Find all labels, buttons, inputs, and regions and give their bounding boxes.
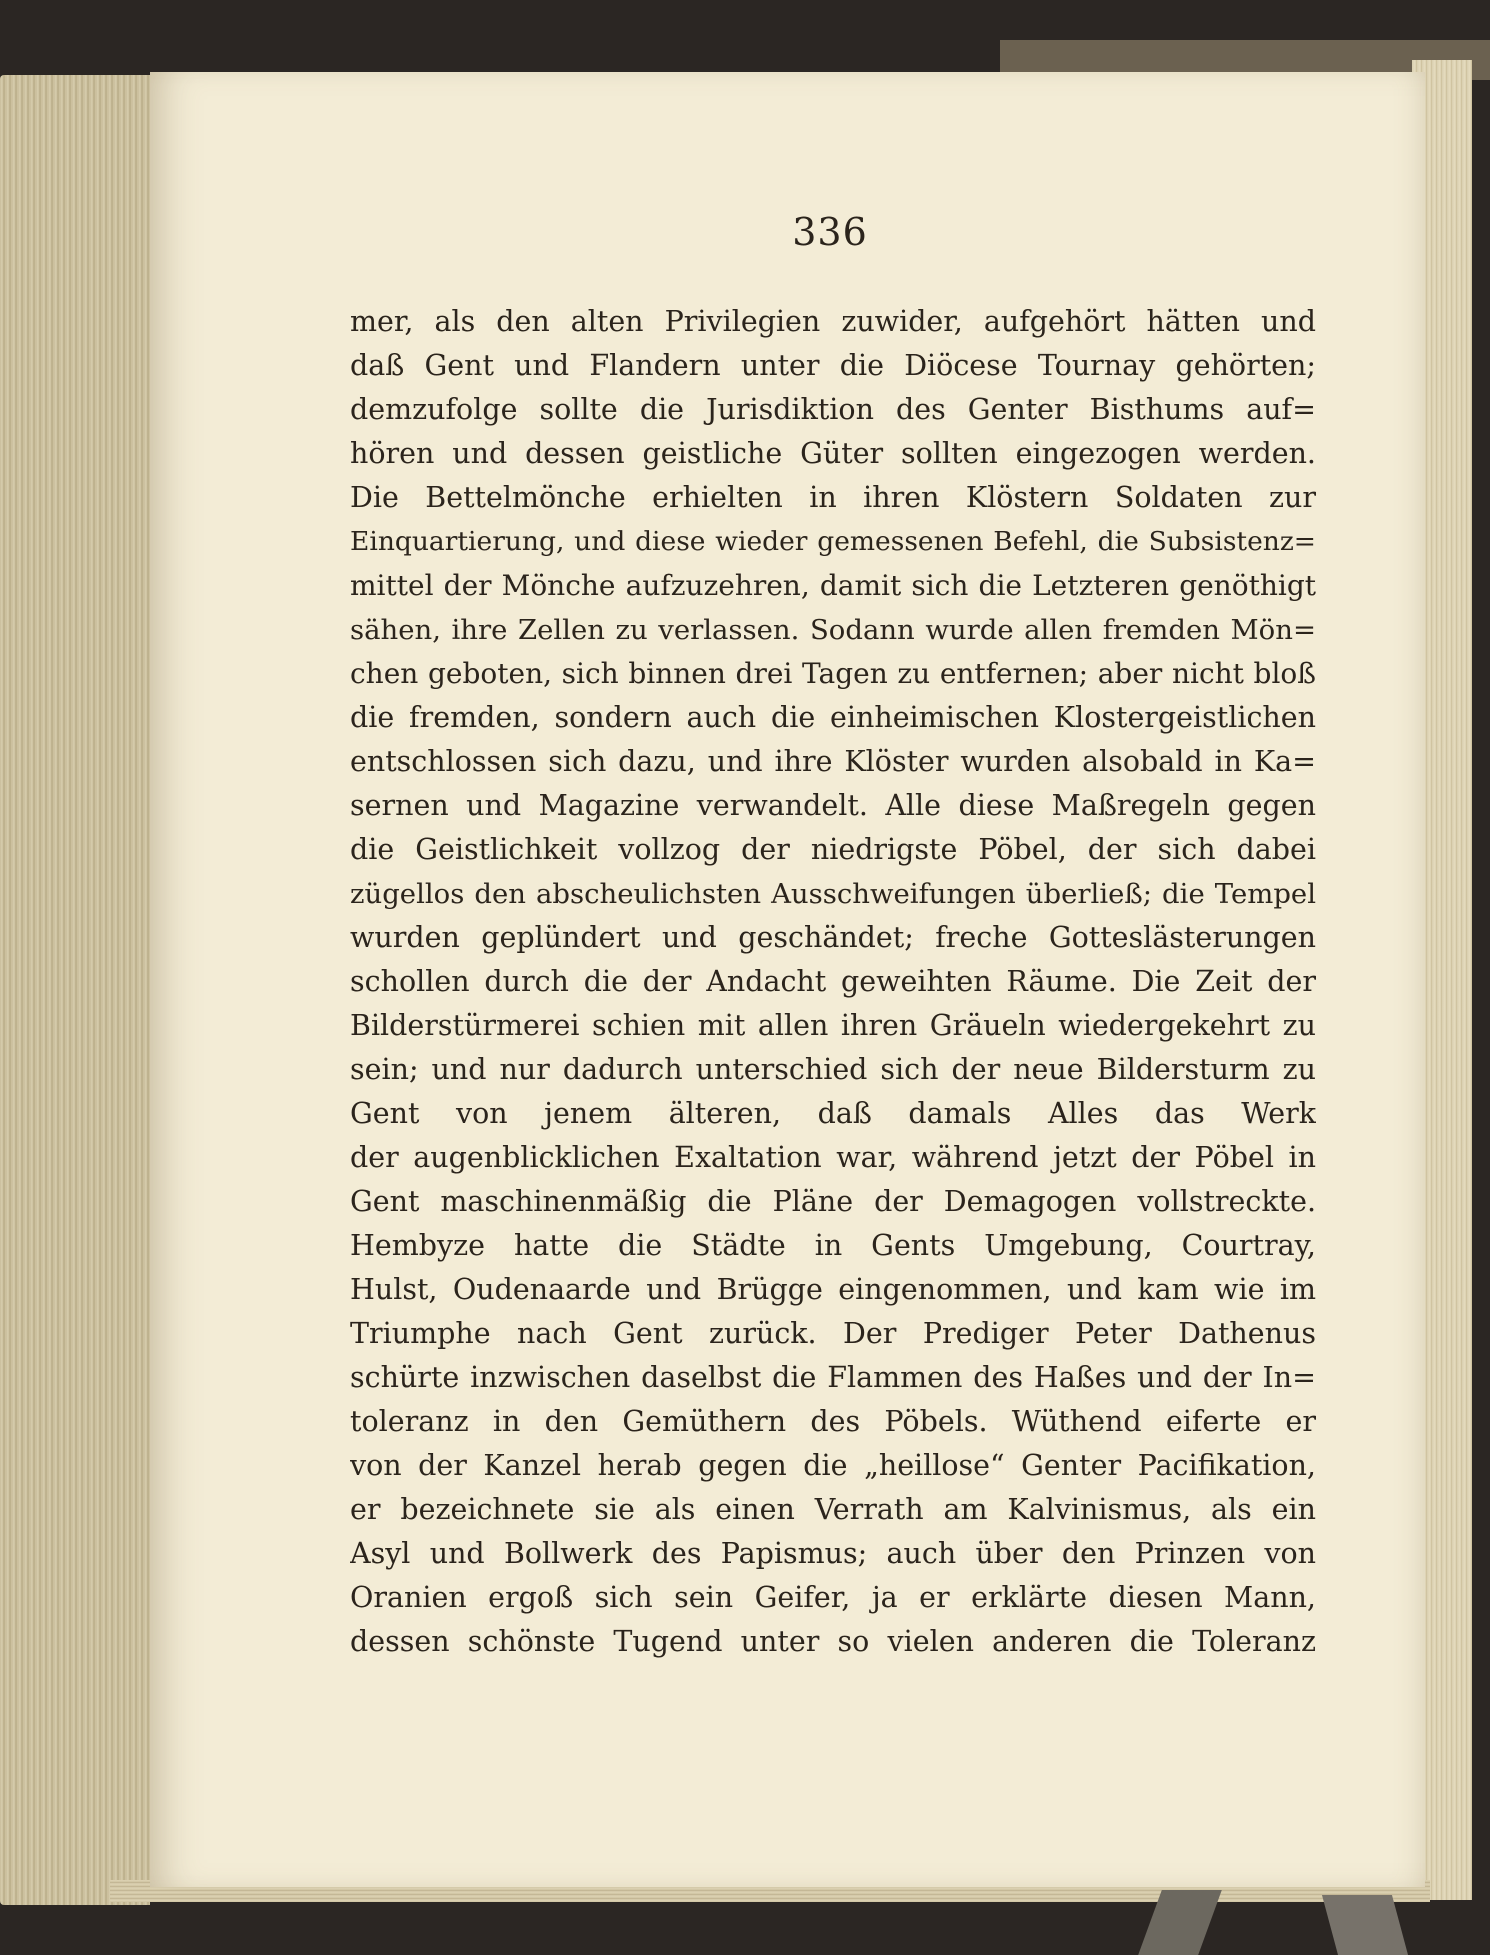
bookmark-ribbon bbox=[1322, 1895, 1408, 1955]
text-line: Gent maschinenmäßig die Pläne der Demagogen vollstreckte. bbox=[350, 1185, 1316, 1218]
text-line: entschlossen sich dazu, und ihre Klöster wurden alsobald in Ka= bbox=[350, 745, 1316, 778]
page-number: 336 bbox=[792, 210, 868, 254]
text-line: zügellos den abscheulichsten Ausschweifungen überließ; die Tempel bbox=[350, 878, 1316, 910]
text-line: Asyl und Bollwerk des Papismus; auch über den Prinzen von bbox=[350, 1537, 1316, 1570]
text-line: Einquartierung, und diese wieder gemessenen Befehl, die Subsistenz= bbox=[350, 526, 1316, 557]
text-line: chen geboten, sich binnen drei Tagen zu entfernen; aber nicht bloß bbox=[350, 657, 1316, 690]
text-line: toleranz in den Gemüthern des Pöbels. Wüthend eiferte er bbox=[350, 1405, 1316, 1438]
text-line: von der Kanzel herab gegen die „heillose“ Genter Pacifikation, bbox=[350, 1449, 1316, 1482]
text-line: Hembyze hatte die Städte in Gents Umgebung, Courtray, bbox=[350, 1229, 1316, 1262]
text-line: schürte inzwischen daselbst die Flammen des Haßes und der In= bbox=[350, 1361, 1316, 1394]
text-line: demzufolge sollte die Jurisdiktion des Genter Bisthums auf= bbox=[350, 393, 1316, 426]
text-line: schollen durch die der Andacht geweihten Räume. Die Zeit der bbox=[350, 965, 1316, 998]
text-line: mittel der Mönche aufzuzehren, damit sich die Letzteren genöthigt bbox=[350, 569, 1316, 602]
text-line: daß Gent und Flandern unter die Diöcese Tournay gehörten; bbox=[350, 349, 1316, 382]
text-line: Hulst, Oudenaarde und Brügge eingenommen, und kam wie im bbox=[350, 1273, 1316, 1306]
page-stack-left bbox=[0, 75, 150, 1905]
text-line: er bezeichnete sie als einen Verrath am Kalvinismus, als ein bbox=[350, 1493, 1316, 1526]
text-line: dessen schönste Tugend unter so vielen anderen die Toleranz bbox=[350, 1625, 1316, 1658]
text-line: Oranien ergoß sich sein Geifer, ja er erklärte diesen Mann, bbox=[350, 1581, 1316, 1614]
text-line: die Geistlichkeit vollzog der niedrigste Pöbel, der sich dabei bbox=[350, 833, 1316, 866]
text-line: die fremden, sondern auch die einheimischen Klostergeistlichen bbox=[350, 701, 1316, 734]
text-line: Gent von jenem älteren, daß damals Alles das Werk bbox=[350, 1097, 1316, 1130]
text-line: hören und dessen geistliche Güter sollten eingezogen werden. bbox=[350, 437, 1316, 470]
text-line: mer, als den alten Privilegien zuwider, aufgehört hätten und bbox=[350, 305, 1316, 338]
text-line: Triumphe nach Gent zurück. Der Prediger Peter Dathenus bbox=[350, 1317, 1316, 1350]
body-text bbox=[350, 300, 1316, 1664]
text-line: Bilderstürmerei schien mit allen ihren Gräueln wiedergekehrt zu bbox=[350, 1009, 1316, 1042]
text-line: sähen, ihre Zellen zu verlassen. Sodann wurde allen fremden Mön= bbox=[350, 614, 1316, 646]
text-line: der augenblicklichen Exaltation war, während jetzt der Pöbel in bbox=[350, 1141, 1316, 1174]
text-line: wurden geplündert und geschändet; freche Gotteslästerungen bbox=[350, 921, 1316, 954]
text-line: sernen und Magazine verwandelt. Alle diese Maßregeln gegen bbox=[350, 789, 1316, 822]
text-line: sein; und nur dadurch unterschied sich der neue Bildersturm zu bbox=[350, 1053, 1316, 1086]
text-line: Die Bettelmönche erhielten in ihren Klöstern Soldaten zur bbox=[350, 481, 1316, 514]
